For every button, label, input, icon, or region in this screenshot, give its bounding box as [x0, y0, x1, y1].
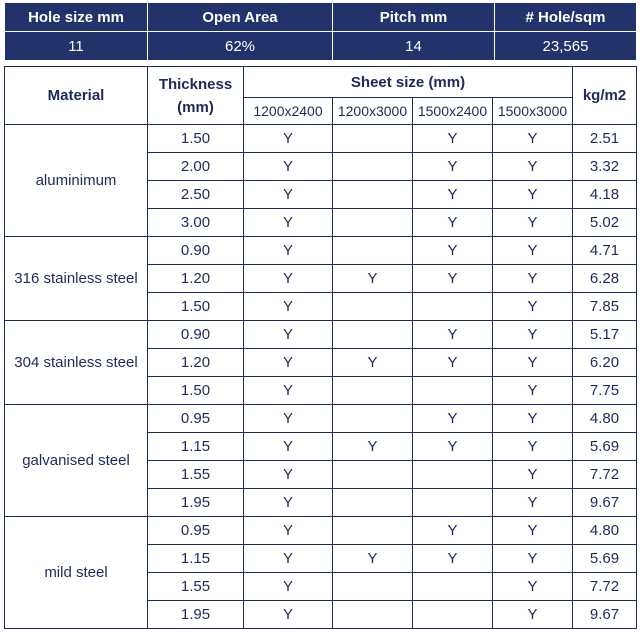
thickness-cell: 1.50 [148, 377, 244, 405]
weight-cell: 9.67 [573, 601, 637, 629]
size-1500x3000-cell: Y [493, 265, 573, 293]
size-1200x3000-cell [333, 517, 413, 545]
weight-cell: 5.02 [573, 209, 637, 237]
thickness-cell: 1.20 [148, 349, 244, 377]
size-1500x3000-cell: Y [493, 433, 573, 461]
material-cell: aluminimum [5, 125, 148, 237]
weight-cell: 5.17 [573, 321, 637, 349]
size-1500x3000-cell: Y [493, 321, 573, 349]
weight-cell: 9.67 [573, 489, 637, 517]
weight-cell: 6.20 [573, 349, 637, 377]
size-1500x2400-cell [413, 489, 493, 517]
size-1500x2400-cell: Y [413, 237, 493, 265]
size-1200x2400-cell: Y [244, 433, 333, 461]
size-1500x3000-cell: Y [493, 349, 573, 377]
material-cell: 316 stainless steel [5, 237, 148, 321]
material-cell: mild steel [5, 517, 148, 629]
size-1200x2400-cell: Y [244, 293, 333, 321]
thickness-cell: 1.95 [148, 489, 244, 517]
spec-header-hole-count: # Hole/sqm [495, 3, 637, 32]
spec-value-hole-count: 23,565 [495, 32, 637, 61]
size-1200x2400-cell: Y [244, 349, 333, 377]
header-thickness [148, 67, 244, 125]
size-1500x2400-cell: Y [413, 125, 493, 153]
size-1200x2400-cell: Y [244, 181, 333, 209]
size-1200x3000-cell [333, 405, 413, 433]
table-body [5, 125, 637, 629]
thickness-cell: 1.50 [148, 125, 244, 153]
size-1200x2400-cell: Y [244, 265, 333, 293]
table-row [5, 321, 637, 349]
size-1500x3000-cell: Y [493, 545, 573, 573]
size-1500x2400-cell: Y [413, 209, 493, 237]
size-1200x3000-cell [333, 573, 413, 601]
header-material: Material [5, 67, 148, 125]
size-1200x2400-cell: Y [244, 461, 333, 489]
weight-cell: 4.71 [573, 237, 637, 265]
weight-cell: 7.72 [573, 461, 637, 489]
size-1500x2400-cell: Y [413, 349, 493, 377]
size-1200x3000-cell [333, 377, 413, 405]
table-row [5, 125, 637, 153]
thickness-cell: 0.90 [148, 237, 244, 265]
weight-cell: 5.69 [573, 545, 637, 573]
header-size-1500x2400: 1500x2400 [413, 98, 493, 125]
size-1200x3000-cell [333, 489, 413, 517]
spec-header-open-area: Open Area [148, 3, 333, 32]
size-1500x2400-cell [413, 461, 493, 489]
size-1200x3000-cell: Y [333, 265, 413, 293]
weight-cell: 7.72 [573, 573, 637, 601]
weight-cell: 2.51 [573, 125, 637, 153]
size-1500x3000-cell: Y [493, 293, 573, 321]
header-size-1200x3000: 1200x3000 [333, 98, 413, 125]
material-cell: galvanised steel [5, 405, 148, 517]
size-1500x2400-cell: Y [413, 433, 493, 461]
size-1200x2400-cell: Y [244, 517, 333, 545]
size-1200x2400-cell: Y [244, 153, 333, 181]
size-1500x2400-cell: Y [413, 517, 493, 545]
table-header-row [5, 67, 637, 98]
size-1200x3000-cell [333, 601, 413, 629]
size-1200x3000-cell: Y [333, 545, 413, 573]
size-1200x2400-cell: Y [244, 377, 333, 405]
size-1500x3000-cell: Y [493, 153, 573, 181]
size-1500x2400-cell [413, 293, 493, 321]
size-1500x3000-cell: Y [493, 573, 573, 601]
size-1500x2400-cell [413, 377, 493, 405]
size-1200x3000-cell [333, 153, 413, 181]
size-1500x2400-cell: Y [413, 321, 493, 349]
spec-value-open-area: 62% [148, 32, 333, 61]
size-1200x2400-cell: Y [244, 209, 333, 237]
weight-cell: 5.69 [573, 433, 637, 461]
thickness-cell: 0.95 [148, 517, 244, 545]
weight-cell: 3.32 [573, 153, 637, 181]
thickness-cell: 1.55 [148, 461, 244, 489]
size-1200x3000-cell [333, 461, 413, 489]
size-1200x2400-cell: Y [244, 601, 333, 629]
spec-value-row [5, 32, 637, 61]
header-size-1500x3000: 1500x3000 [493, 98, 573, 125]
size-1500x3000-cell: Y [493, 461, 573, 489]
weight-cell: 6.28 [573, 265, 637, 293]
size-1200x2400-cell: Y [244, 321, 333, 349]
size-1500x3000-cell: Y [493, 489, 573, 517]
size-1500x3000-cell: Y [493, 181, 573, 209]
thickness-cell: 0.95 [148, 405, 244, 433]
thickness-cell: 1.50 [148, 293, 244, 321]
thickness-cell: 1.55 [148, 573, 244, 601]
material-cell: 304 stainless steel [5, 321, 148, 405]
spec-header-pitch: Pitch mm [333, 3, 495, 32]
thickness-cell: 2.00 [148, 153, 244, 181]
header-sheet-size: Sheet size (mm) [244, 67, 573, 98]
thickness-cell: 3.00 [148, 209, 244, 237]
weight-cell: 7.85 [573, 293, 637, 321]
size-1500x2400-cell: Y [413, 181, 493, 209]
size-1200x3000-cell [333, 181, 413, 209]
size-1500x2400-cell [413, 573, 493, 601]
table-row [5, 405, 637, 433]
size-1200x3000-cell: Y [333, 433, 413, 461]
size-1500x2400-cell: Y [413, 265, 493, 293]
size-1500x3000-cell: Y [493, 601, 573, 629]
thickness-cell: 1.95 [148, 601, 244, 629]
weight-cell: 4.80 [573, 405, 637, 433]
size-1200x3000-cell [333, 293, 413, 321]
spec-table [4, 2, 637, 61]
size-1500x2400-cell: Y [413, 153, 493, 181]
spec-header-hole-size: Hole size mm [5, 3, 148, 32]
header-size-1200x2400: 1200x2400 [244, 98, 333, 125]
header-thickness-line1: Thickness [158, 75, 233, 93]
size-1200x3000-cell [333, 209, 413, 237]
size-1500x3000-cell: Y [493, 125, 573, 153]
size-1200x2400-cell: Y [244, 489, 333, 517]
table-row [5, 237, 637, 265]
size-1200x2400-cell: Y [244, 545, 333, 573]
size-1500x2400-cell: Y [413, 405, 493, 433]
size-1200x3000-cell: Y [333, 349, 413, 377]
spec-value-hole-size: 11 [5, 32, 148, 61]
size-1500x3000-cell: Y [493, 405, 573, 433]
size-1500x2400-cell [413, 601, 493, 629]
size-1500x3000-cell: Y [493, 517, 573, 545]
weight-cell: 4.80 [573, 517, 637, 545]
size-1500x3000-cell: Y [493, 377, 573, 405]
size-1200x2400-cell: Y [244, 405, 333, 433]
size-1200x3000-cell [333, 237, 413, 265]
thickness-cell: 0.90 [148, 321, 244, 349]
size-1500x2400-cell: Y [413, 545, 493, 573]
size-1500x3000-cell: Y [493, 209, 573, 237]
weight-cell: 4.18 [573, 181, 637, 209]
thickness-cell: 1.20 [148, 265, 244, 293]
spec-header-row [5, 3, 637, 32]
thickness-cell: 1.15 [148, 433, 244, 461]
header-weight: kg/m2 [573, 67, 637, 125]
availability-table [4, 66, 637, 629]
size-1500x3000-cell: Y [493, 237, 573, 265]
weight-cell: 7.75 [573, 377, 637, 405]
size-1200x3000-cell [333, 125, 413, 153]
size-1200x3000-cell [333, 321, 413, 349]
header-thickness-line2: (mm) [177, 98, 214, 116]
thickness-cell: 2.50 [148, 181, 244, 209]
spec-value-pitch: 14 [333, 32, 495, 61]
size-1200x2400-cell: Y [244, 573, 333, 601]
size-1200x2400-cell: Y [244, 237, 333, 265]
thickness-cell: 1.15 [148, 545, 244, 573]
table-row [5, 517, 637, 545]
size-1200x2400-cell: Y [244, 125, 333, 153]
